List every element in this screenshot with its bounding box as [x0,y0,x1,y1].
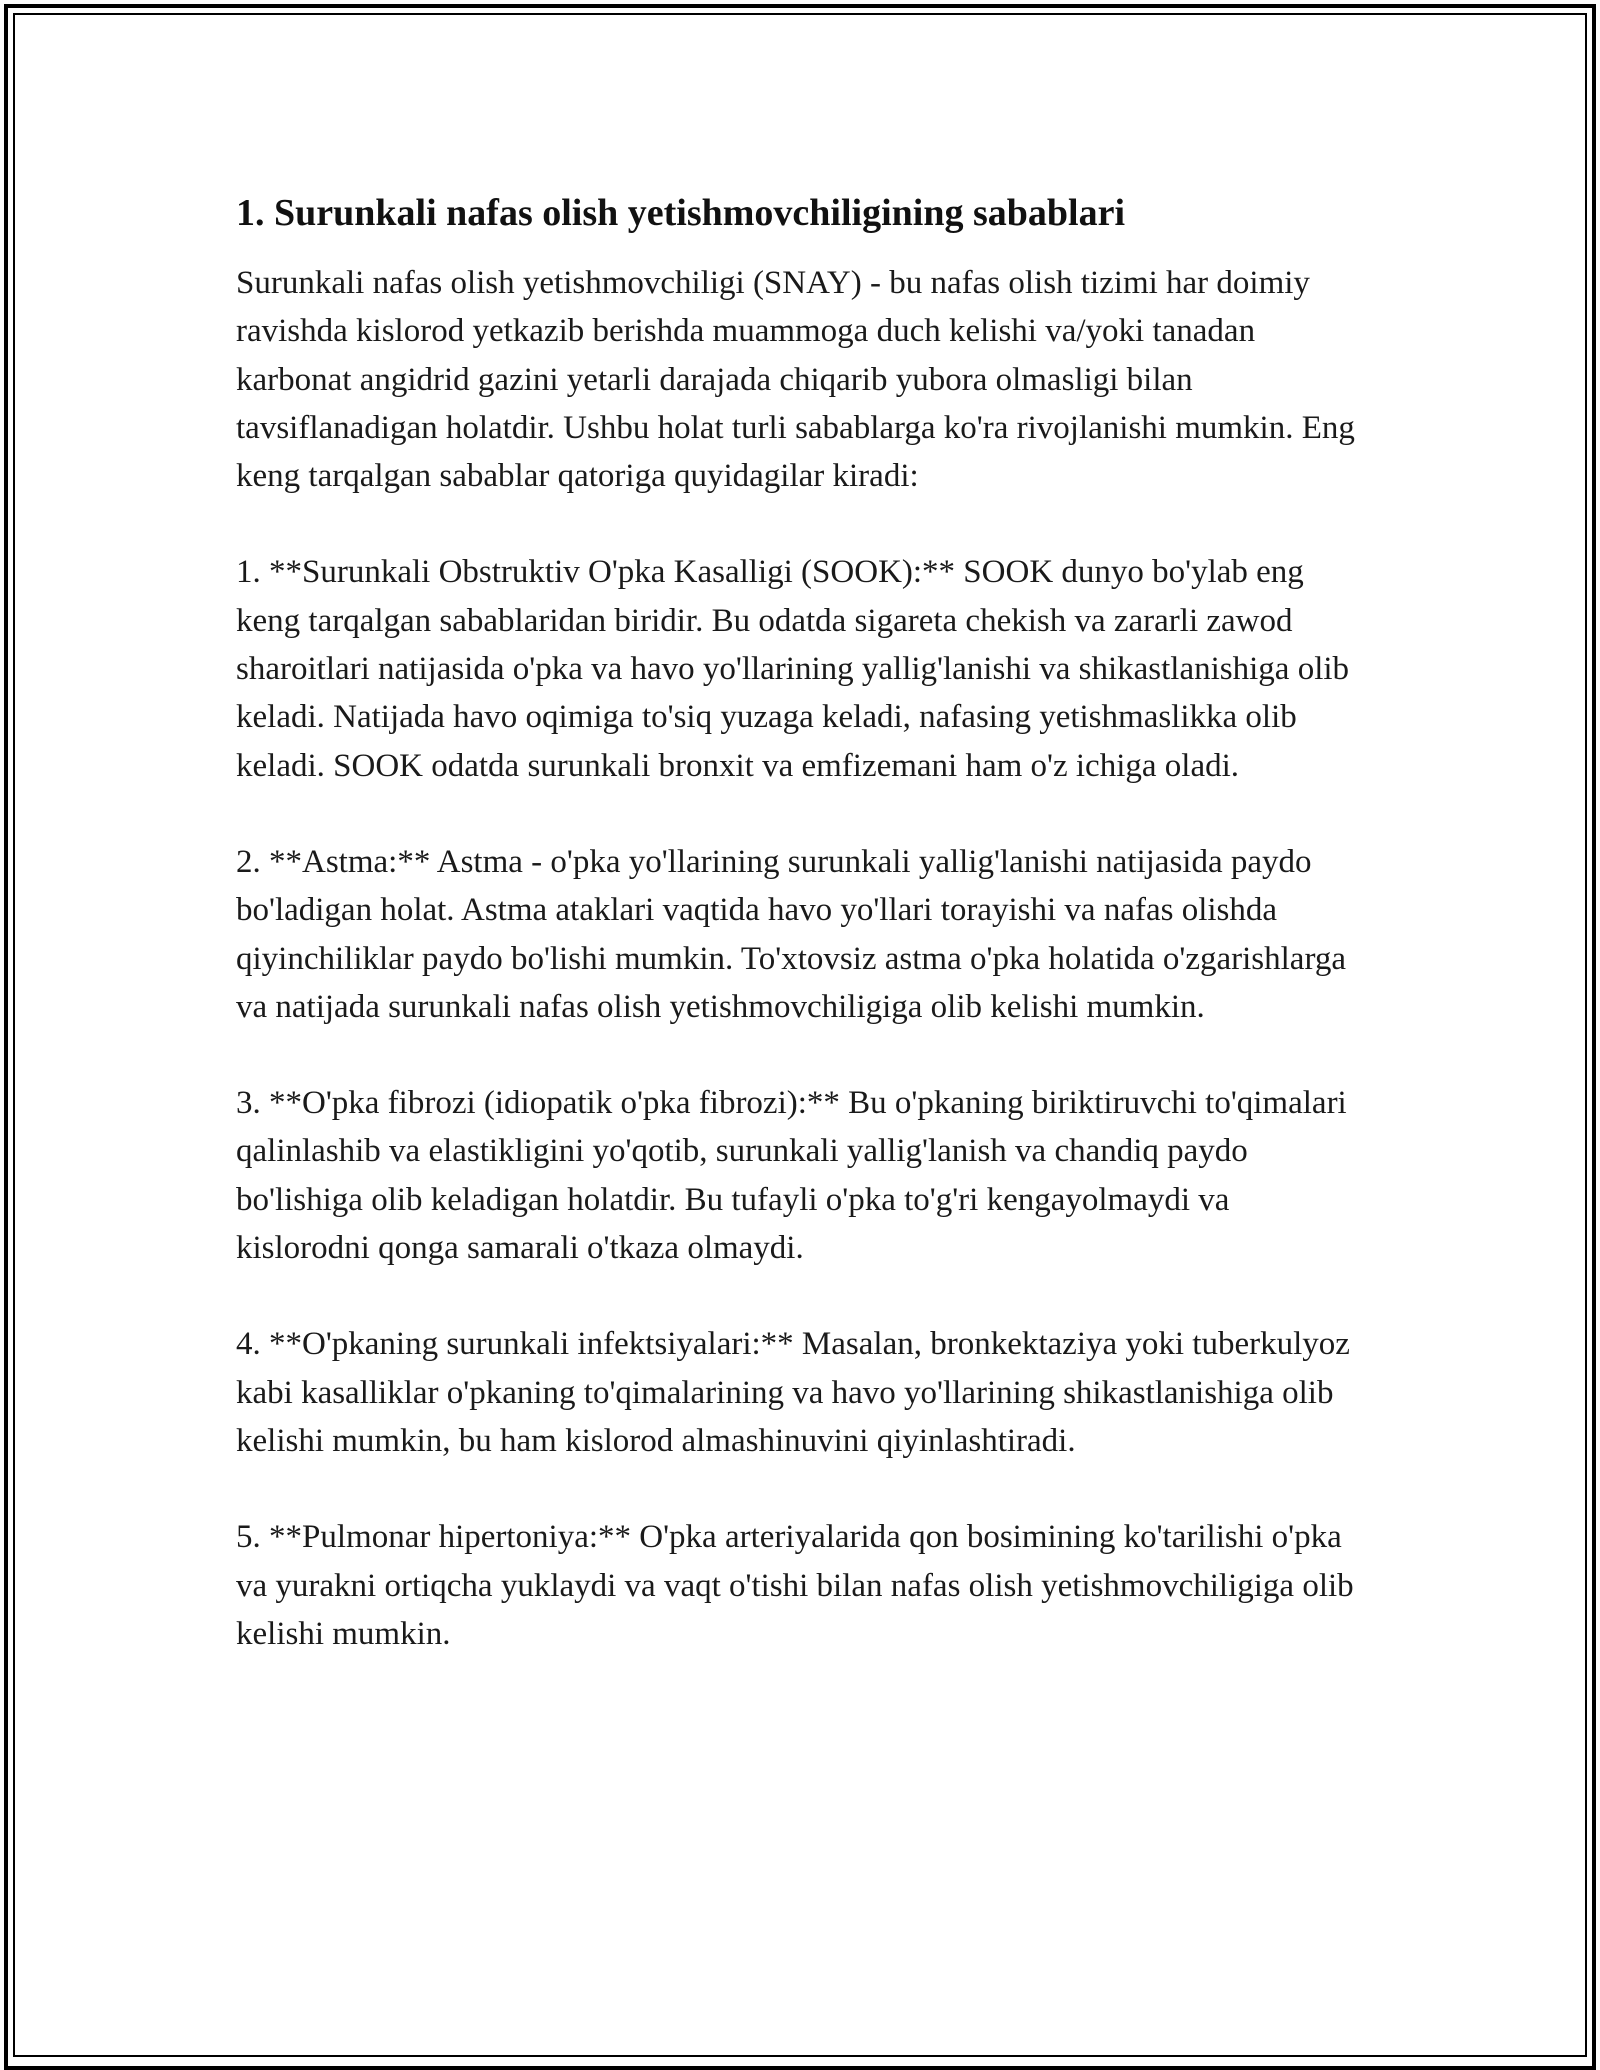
document-body [236,188,1371,1706]
cause-item-copd: 1. **Surunkali Obstruktiv O'pka Kasalligi (SOOK):** SOOK dunyo bo'ylab eng keng tarqalgan sabablaridan biridir. Bu odatda sigareta chekish va zararli zawod sharoitlari natijasida o'pka va havo yo'llarining yallig'lanishi va shikastlanishiga olib keladi. Natijada havo oqimiga to'siq yuzaga keladi, nafasing yetishmaslikka olib keladi. SOOK odatda surunkali bronxit va emfizemani ham o'z ichiga oladi. [236,554,1350,784]
section-heading: 1. Surunkali nafas olish yetishmovchiligining sabablari [236,192,1126,234]
cause-item-pulmonary-hypertension: 5. **Pulmonar hipertoniya:** O'pka arteriyalarida qon bosimining ko'tarilishi o'pka va yurakni ortiqcha yuklaydi va vaqt o'tishi bilan nafas olish yetishmovchiligiga olib kelishi mumkin. [236,1519,1354,1652]
cause-item-asthma: 2. **Astma:** Astma - o'pka yo'llarining surunkali yallig'lanishi natijasida paydo bo'ladigan holat. Astma ataklari vaqtida havo yo'llari torayishi va nafas olishda qiyinchiliklar paydo bo'lishi mumkin. To'xtovsiz astma o'pka holatida o'zgarishlarga va natijada surunkali nafas olish yetishmovchiligiga olib kelishi mumkin. [236,843,1346,1025]
intro-paragraph: Surunkali nafas olish yetishmovchiligi (SNAY) - bu nafas olish tizimi har doimiy ravishda kislorod yetkazib berishda muammoga duch kelishi va/yoki tanadan karbonat angidrid gazini yetarli darajada chiqarib yubora olmasligi bilan tavsiflanadigan holatdir. Ushbu holat turli sabablarga ko'ra rivojlanishi mumkin. Eng keng tarqalgan sabablar qatoriga quyidagilar kiradi: [236,265,1355,495]
cause-item-fibrosis: 3. **O'pka fibrozi (idiopatik o'pka fibrozi):** Bu o'pkaning biriktiruvchi to'qimalari qalinlashib va elastikligini yo'qotib, surunkali yallig'lanish va chandiq paydo bo'lishiga olib keladigan holatdir. Bu tufayli o'pka to'g'ri kengayolmaydi va kislorodni qonga samarali o'tkaza olmaydi. [236,1085,1347,1267]
cause-item-infections: 4. **O'pkaning surunkali infektsiyalari:** Masalan, bronkektaziya yoki tuberkulyoz kabi kasalliklar o'pkaning to'qimalarining va havo yo'llarining shikastlanishiga olib kelishi mumkin, bu ham kislorod almashinuvini qiyinlashtiradi. [236,1326,1350,1459]
